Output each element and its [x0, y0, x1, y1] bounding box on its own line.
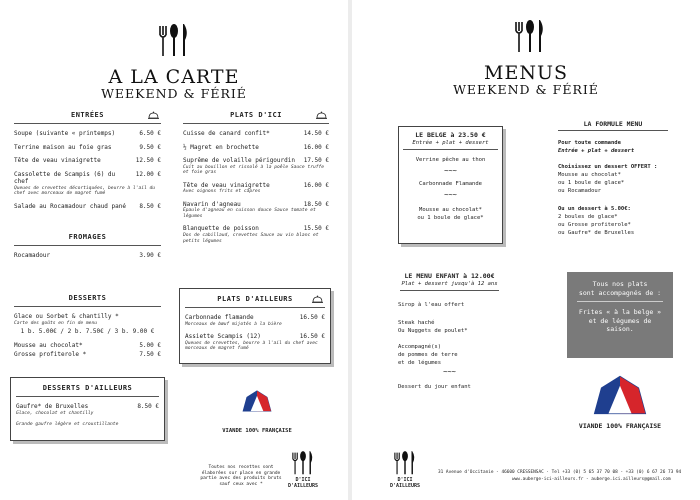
menu-item: 1 b. 5.00€ / 2 b. 7.50€ / 3 b. 9.00 €	[20, 328, 155, 336]
carte-subtitle: WEEKEND & FÉRIÉ	[101, 86, 247, 101]
menu-item: Carbonnade flamande 16.50 € Morceaux de bœuf mijotés à la bière	[185, 314, 325, 327]
enfant-sub: Plat + dessert jusqu'à 12 ans	[401, 281, 498, 287]
menu-item: Mousse au chocolat* 5.00 €	[14, 341, 161, 349]
formule-l6: ou Rocamadour	[558, 188, 602, 194]
belge-title: LE BELGE à 23.50 €	[415, 131, 486, 139]
entrees-section	[14, 109, 161, 210]
desserts-section	[14, 292, 161, 359]
menu-item: Rocamadour 3.90 €	[14, 252, 161, 259]
menu-item: Cassolette de Scampis (6) du chef 12.00 € Queues de crevettes décortiquées, beurre à l'ail du chef avec morceaux de magret fumé	[14, 170, 161, 197]
menu-item: Gaufre* de Bruxelles 8.50 € Glace, chocolat et chantilly	[16, 403, 159, 416]
plats-ici-header: PLATS D'ICI	[230, 111, 282, 119]
plats-ailleurs-box	[179, 288, 331, 364]
belge-dessert-2: ou 1 boule de glace*	[417, 215, 484, 221]
enfant-accomp-2: de pommes de terre	[398, 352, 458, 358]
formule-l2: Entrée + plat + dessert	[558, 148, 635, 154]
belge-sub: Entrée + plat + dessert	[412, 140, 489, 146]
menu-item: ½ Magret en brochette 16.00 €	[183, 143, 329, 151]
formule-l7: Ou un dessert à 5.00€:	[558, 206, 631, 212]
belge-plat: Carbonnade Flamande	[419, 181, 482, 187]
menu-item: Terrine maison au foie gras 9.50 €	[14, 143, 161, 151]
menu-item: Suprême de volaille périgourdin 17.50 € Cuit au bouillon et rissolé à la poêle Sauce truffe et foie gras	[183, 157, 329, 176]
menu-belge-box	[398, 126, 503, 244]
auberge-logo-icon	[392, 448, 418, 476]
formule-l9: ou Grosse profiterole*	[558, 222, 631, 228]
enfant-accomp-1: Accompagné(s)	[398, 344, 442, 350]
auberge-logo-text: D'ICI D'AILLEURS	[287, 477, 319, 489]
auberge-logo-text: D'ICI D'AILLEURS	[389, 477, 421, 489]
enfant-accomp-3: et de légumes	[398, 360, 442, 366]
menu-item: Blanquette de poisson 15.50 € Dos de cabillaud, crevettes Sauce au vin blanc et petits légumes	[183, 225, 329, 244]
menu-item: Navarin d'agneau 18.50 € Épaule d'agneau en cuisson douce Sauce tomate et légumes	[183, 200, 329, 219]
viande-caption: VIANDE 100% FRANÇAISE	[578, 422, 662, 430]
accomp-l3: Frites « à la belge »	[578, 308, 662, 316]
viande-france-logo-icon	[238, 388, 276, 414]
cloche-icon	[148, 111, 159, 120]
menus-title: MENUS	[484, 62, 568, 84]
menu-item: Grosse profiterole * 7.50 €	[14, 351, 161, 359]
carte-title: A LA CARTE	[108, 66, 240, 88]
separator: ~~~	[444, 191, 457, 199]
desserts-ailleurs-header: DESSERTS D'AILLEURS	[42, 384, 133, 392]
address: 31 Avenue d'Occitanie - 46600 CRESSENSAC · Tel +33 (0) 5 65 37 70 08 - +33 (0) 6 67 26 73 94	[438, 470, 682, 475]
menus-subtitle: WEEKEND & FÉRIÉ	[453, 82, 599, 97]
viande-caption: VIANDE 100% FRANÇAISE	[222, 428, 292, 434]
accomp-l2: sont accompagnés de :	[578, 288, 662, 297]
enfant-title: LE MENU ENFANT à 12.00€	[404, 272, 495, 280]
menu-item: Soupe (suivante « printemps) 6.50 €	[14, 130, 161, 137]
menu-item: Glace ou Sorbet & chantilly * Carte des goûts en fin de menu	[14, 313, 119, 326]
desserts-ailleurs-box	[10, 377, 165, 441]
menu-enfant-section	[398, 272, 501, 404]
accomp-l5: saison.	[606, 325, 634, 333]
accomp-l1: Tous nos plats	[592, 280, 648, 288]
menu-item: Tête de veau vinaigrette 12.50 €	[14, 157, 161, 164]
website[interactable]: www.auberge-ici-ailleurs.fr - auberge.ici.ailleurs@gmail.com	[512, 477, 671, 482]
cloche-icon	[316, 111, 327, 120]
formule-l4: Mousse au chocolat*	[558, 172, 621, 178]
viande-france-logo-icon	[584, 372, 656, 418]
desserts-header: DESSERTS	[68, 294, 107, 302]
formule-header: LA FORMULE MENU	[583, 120, 643, 128]
belge-dessert-1: Mousse au chocolat*	[419, 207, 482, 213]
accomp-l4: et de légumes de	[588, 316, 652, 325]
footer-note: Toutes nos recettes sont élaborées sur place en grande partie avec des produits bruts sauf ceux avec *	[200, 465, 282, 487]
auberge-logo-icon	[290, 448, 316, 476]
formule-l1: Pour toute commande	[558, 140, 621, 146]
entrees-header: ENTRÉES	[70, 111, 104, 119]
cutlery-logo-icon	[156, 20, 192, 58]
plats-ici-section	[183, 109, 329, 244]
separator: ~~~	[443, 368, 456, 376]
enfant-dessert: Dessert du jour enfant	[398, 384, 471, 390]
formule-l3: Choisissez un dessert OFFERT :	[558, 164, 658, 170]
plats-ailleurs-header: PLATS D'AILLEURS	[217, 295, 293, 303]
formule-l10: ou Gaufre* de Bruxelles	[558, 230, 635, 236]
belge-entree: Verrine pêche au thon	[415, 157, 486, 163]
menu-item: Cuisse de canard confit* 14.50 €	[183, 130, 329, 137]
enfant-plat-1: Steak haché	[398, 320, 435, 326]
menu-item: Tête de veau vinaigrette 16.00 € Avec oignons frits et câpres	[183, 181, 329, 195]
fromages-section	[14, 231, 161, 260]
carte-page	[0, 0, 348, 500]
cutlery-logo-icon	[512, 16, 548, 54]
accompagnement-box	[567, 272, 673, 358]
menu-item: Assiette Scampis (12) 16.50 € Queues de crevettes, beurre à l'ail du chef avec morceaux de magret fumé	[185, 333, 325, 352]
enfant-sirop: Sirop à l'eau offert	[398, 302, 465, 308]
formule-l8: 2 boules de glace*	[558, 214, 618, 220]
menu-item: Salade au Rocamadour chaud pané 8.50 €	[14, 202, 161, 210]
enfant-plat-2: Ou Nuggets de poulet*	[398, 328, 468, 334]
formule-l5: ou 1 boule de glace*	[558, 180, 625, 186]
fromages-header: FROMAGES	[68, 233, 107, 241]
separator: ~~~	[444, 167, 457, 175]
menus-page	[352, 0, 700, 500]
cloche-icon	[312, 295, 323, 304]
menu-item: Grande gaufre légère et croustillante	[16, 422, 119, 428]
